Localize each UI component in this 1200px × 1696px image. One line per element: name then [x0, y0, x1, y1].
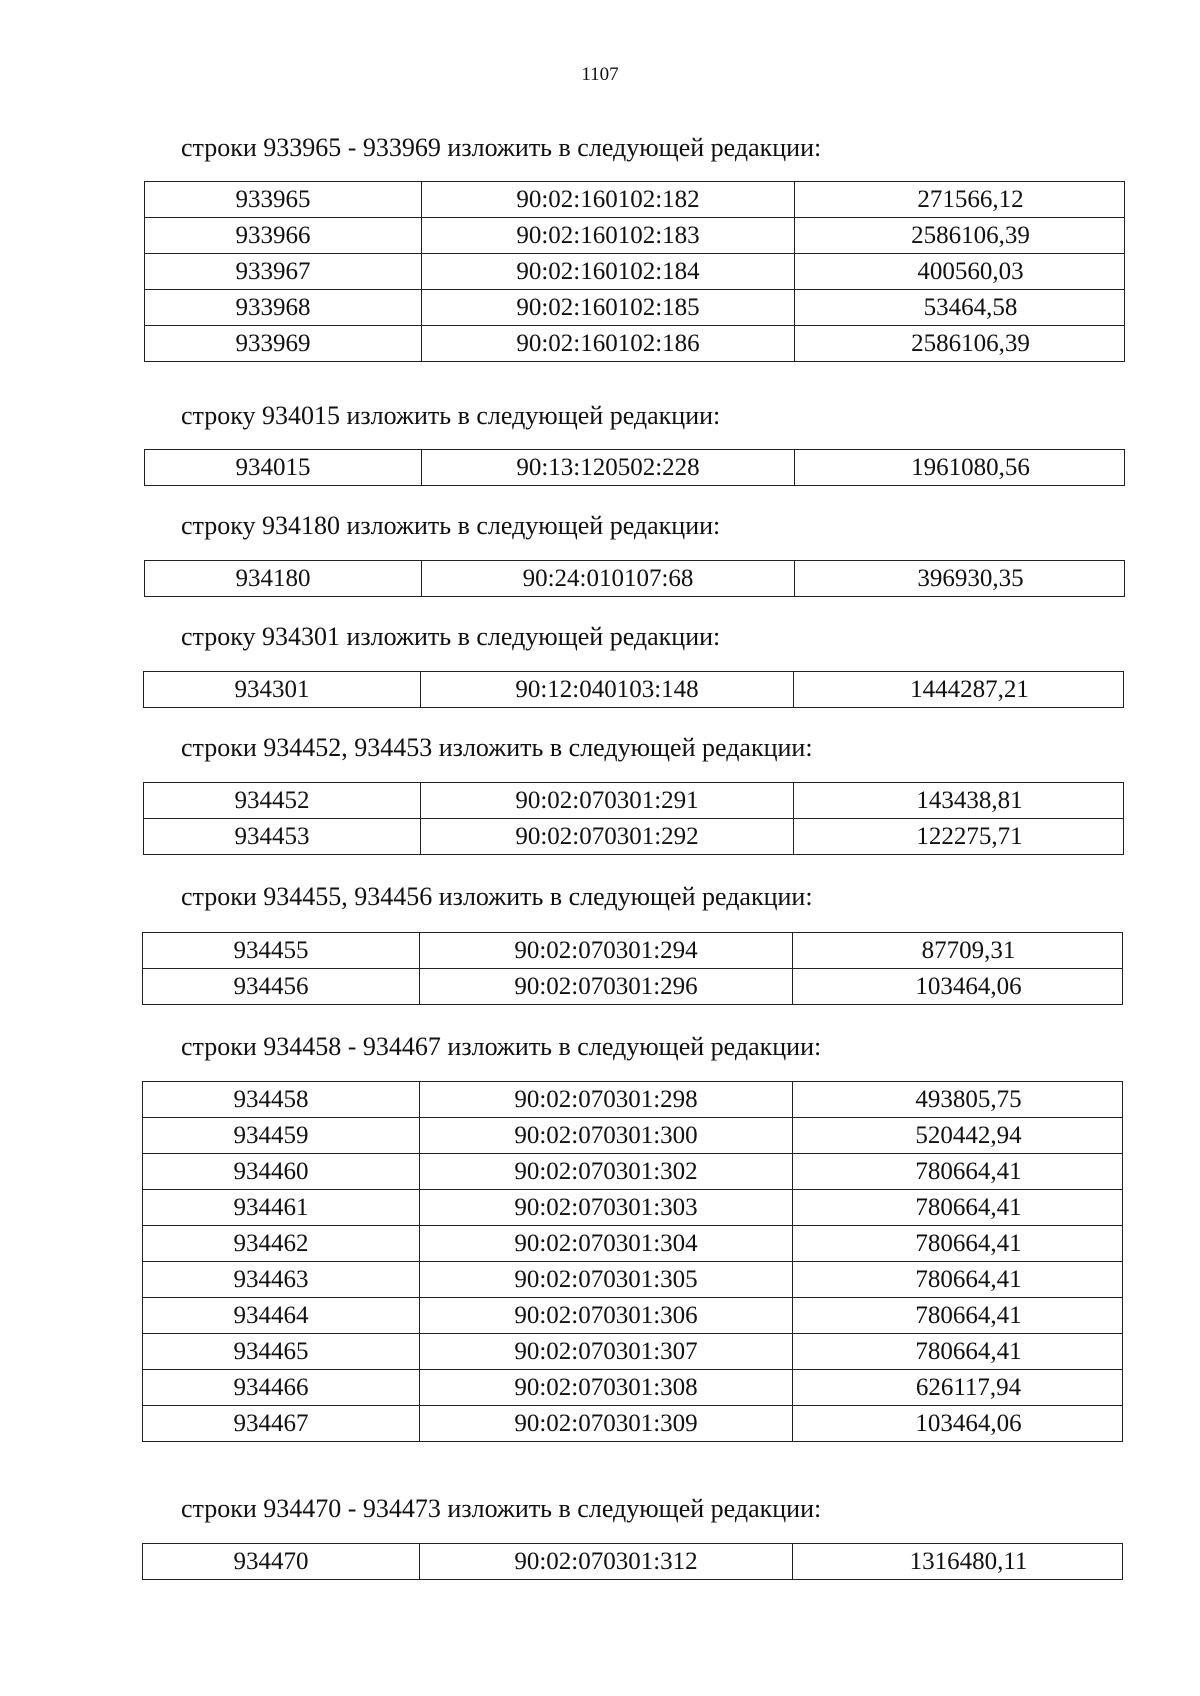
table-row [144, 819, 1124, 855]
value-cell: 103464,06 [793, 969, 1123, 1005]
section-caption: строку 934015 изложить в следующей редакции: [181, 401, 721, 430]
row-number-cell: 934466 [143, 1370, 420, 1406]
value-cell: 520442,94 [793, 1118, 1123, 1154]
row-number-cell: 933969 [145, 326, 422, 362]
table-row [145, 326, 1125, 362]
section-caption: строки 934470 - 934473 изложить в следующей редакции: [181, 1494, 822, 1523]
value-cell: 122275,71 [794, 819, 1124, 855]
row-number-cell: 934455 [143, 933, 420, 969]
data-table [144, 449, 1125, 486]
data-table [144, 181, 1125, 362]
table-row [145, 254, 1125, 290]
value-cell: 1961080,56 [795, 450, 1125, 486]
cadastral-number-cell: 90:02:070301:305 [420, 1262, 793, 1298]
table-row [143, 1262, 1123, 1298]
row-number-cell: 934458 [143, 1082, 420, 1118]
row-number-cell: 934459 [143, 1118, 420, 1154]
cadastral-number-cell: 90:02:070301:296 [420, 969, 793, 1005]
value-cell: 400560,03 [795, 254, 1125, 290]
cadastral-number-cell: 90:02:070301:308 [420, 1370, 793, 1406]
section-caption: строки 934452, 934453 изложить в следующей редакции: [181, 733, 813, 762]
table-row [143, 933, 1123, 969]
value-cell: 780664,41 [793, 1262, 1123, 1298]
table-row [145, 182, 1125, 218]
value-cell: 87709,31 [793, 933, 1123, 969]
cadastral-number-cell: 90:02:160102:183 [422, 218, 795, 254]
section-caption: строки 933965 - 933969 изложить в следующей редакции: [181, 133, 822, 162]
value-cell: 780664,41 [793, 1226, 1123, 1262]
cadastral-number-cell: 90:02:070301:306 [420, 1298, 793, 1334]
cadastral-number-cell: 90:02:070301:309 [420, 1406, 793, 1442]
data-table [143, 671, 1124, 708]
cadastral-number-cell: 90:02:070301:298 [420, 1082, 793, 1118]
cadastral-number-cell: 90:02:160102:186 [422, 326, 795, 362]
row-number-cell: 933966 [145, 218, 422, 254]
table-row [143, 1334, 1123, 1370]
row-number-cell: 934301 [144, 672, 421, 708]
section-caption: строки 934455, 934456 изложить в следующей редакции: [181, 882, 813, 911]
data-table [143, 782, 1124, 855]
table-row [143, 1226, 1123, 1262]
row-number-cell: 934470 [143, 1544, 420, 1580]
table-row [143, 1298, 1123, 1334]
table-row [143, 1154, 1123, 1190]
cadastral-number-cell: 90:02:070301:312 [420, 1544, 793, 1580]
row-number-cell: 934456 [143, 969, 420, 1005]
row-number-cell: 933968 [145, 290, 422, 326]
cadastral-number-cell: 90:02:070301:291 [421, 783, 794, 819]
section-caption: строку 934301 изложить в следующей редакции: [181, 622, 721, 651]
row-number-cell: 933965 [145, 182, 422, 218]
cadastral-number-cell: 90:02:070301:292 [421, 819, 794, 855]
cadastral-number-cell: 90:02:160102:182 [422, 182, 795, 218]
value-cell: 1316480,11 [793, 1544, 1123, 1580]
table-row [144, 672, 1124, 708]
row-number-cell: 934015 [145, 450, 422, 486]
table-row [143, 969, 1123, 1005]
row-number-cell: 934453 [144, 819, 421, 855]
value-cell: 271566,12 [795, 182, 1125, 218]
page-number: 1107 [581, 64, 619, 85]
data-table [142, 932, 1123, 1005]
cadastral-number-cell: 90:02:070301:303 [420, 1190, 793, 1226]
cadastral-number-cell: 90:02:070301:294 [420, 933, 793, 969]
cadastral-number-cell: 90:13:120502:228 [422, 450, 795, 486]
table-row [143, 1118, 1123, 1154]
table-row [143, 1190, 1123, 1226]
value-cell: 780664,41 [793, 1298, 1123, 1334]
row-number-cell: 934462 [143, 1226, 420, 1262]
row-number-cell: 934460 [143, 1154, 420, 1190]
table-row [145, 561, 1125, 597]
value-cell: 780664,41 [793, 1334, 1123, 1370]
section-caption: строку 934180 изложить в следующей редакции: [181, 511, 721, 540]
data-table [142, 1543, 1123, 1580]
cadastral-number-cell: 90:02:070301:300 [420, 1118, 793, 1154]
value-cell: 396930,35 [795, 561, 1125, 597]
section-caption: строки 934458 - 934467 изложить в следующей редакции: [181, 1032, 822, 1061]
cadastral-number-cell: 90:02:160102:184 [422, 254, 795, 290]
table-row [144, 783, 1124, 819]
row-number-cell: 934461 [143, 1190, 420, 1226]
data-table [144, 560, 1125, 597]
value-cell: 1444287,21 [794, 672, 1124, 708]
value-cell: 53464,58 [795, 290, 1125, 326]
value-cell: 103464,06 [793, 1406, 1123, 1442]
value-cell: 626117,94 [793, 1370, 1123, 1406]
table-row [143, 1370, 1123, 1406]
table-row [145, 218, 1125, 254]
cadastral-number-cell: 90:12:040103:148 [421, 672, 794, 708]
cadastral-number-cell: 90:02:160102:185 [422, 290, 795, 326]
table-row [145, 290, 1125, 326]
row-number-cell: 933967 [145, 254, 422, 290]
table-row [143, 1406, 1123, 1442]
value-cell: 780664,41 [793, 1154, 1123, 1190]
value-cell: 493805,75 [793, 1082, 1123, 1118]
value-cell: 2586106,39 [795, 326, 1125, 362]
row-number-cell: 934465 [143, 1334, 420, 1370]
table-row [143, 1082, 1123, 1118]
row-number-cell: 934464 [143, 1298, 420, 1334]
row-number-cell: 934463 [143, 1262, 420, 1298]
cadastral-number-cell: 90:02:070301:302 [420, 1154, 793, 1190]
row-number-cell: 934180 [145, 561, 422, 597]
value-cell: 780664,41 [793, 1190, 1123, 1226]
cadastral-number-cell: 90:02:070301:304 [420, 1226, 793, 1262]
value-cell: 143438,81 [794, 783, 1124, 819]
cadastral-number-cell: 90:02:070301:307 [420, 1334, 793, 1370]
data-table [142, 1081, 1123, 1442]
row-number-cell: 934467 [143, 1406, 420, 1442]
table-row [145, 450, 1125, 486]
cadastral-number-cell: 90:24:010107:68 [422, 561, 795, 597]
value-cell: 2586106,39 [795, 218, 1125, 254]
row-number-cell: 934452 [144, 783, 421, 819]
table-row [143, 1544, 1123, 1580]
